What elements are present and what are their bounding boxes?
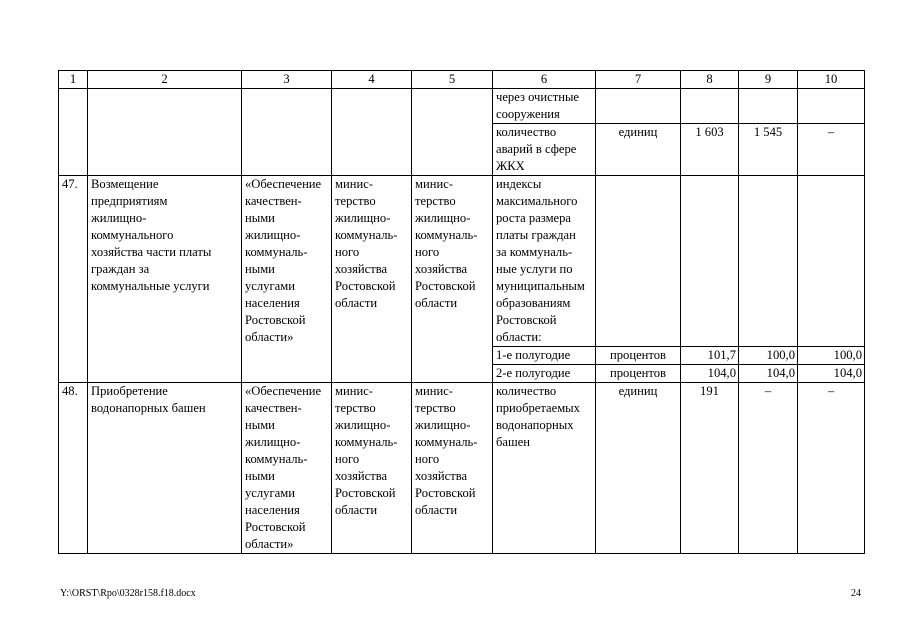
- text-line: услугами: [245, 279, 295, 293]
- text-line: «Обеспечение: [245, 177, 322, 191]
- text-line: водонапорных башен: [91, 401, 206, 415]
- unit-cell: процентов: [596, 365, 681, 383]
- text-line: жилищно-: [415, 418, 471, 432]
- row-number: 48.: [59, 383, 88, 554]
- text-line: населения: [245, 296, 300, 310]
- text-line: области»: [245, 537, 294, 551]
- program-name: [242, 176, 332, 383]
- text-line: индексы: [496, 177, 542, 191]
- text-line: жилищно-: [91, 211, 147, 225]
- text-line: роста размера: [496, 211, 572, 225]
- text-line: хозяйства: [415, 262, 468, 276]
- text-line: платы граждан: [496, 228, 576, 242]
- indicator-cell: [493, 383, 596, 554]
- text-line: жилищно-: [335, 418, 391, 432]
- text-line: населения: [245, 503, 300, 517]
- text-line: терство: [415, 401, 456, 415]
- text-line: аварий в сфере: [496, 142, 577, 156]
- col-header-2: 2: [88, 71, 242, 89]
- text-line: сооружения: [496, 107, 560, 121]
- text-line: жилищно-: [335, 211, 391, 225]
- text-line: минис-: [335, 177, 373, 191]
- value-col10: 100,0: [798, 347, 865, 365]
- text-line: области»: [245, 330, 294, 344]
- document-table: [58, 70, 865, 554]
- unit-cell: единиц: [596, 124, 681, 176]
- measure-name: [88, 176, 242, 383]
- text-line: ЖКХ: [496, 159, 525, 173]
- text-line: ные услуги по: [496, 262, 573, 276]
- text-line: Ростовской: [335, 279, 396, 293]
- text-line: услугами: [245, 486, 295, 500]
- text-line: ного: [415, 245, 440, 259]
- table-row-47: [59, 176, 865, 347]
- text-line: Ростовской: [496, 313, 557, 327]
- text-line: хозяйства: [415, 469, 468, 483]
- text-line: образованиям: [496, 296, 571, 310]
- text-line: ными: [245, 469, 275, 483]
- text-line: коммуналь-: [335, 228, 398, 242]
- value-col10: –: [798, 124, 865, 176]
- text-line: хозяйства части платы: [91, 245, 212, 259]
- text-line: водонапорных: [496, 418, 574, 432]
- text-line: области: [415, 503, 458, 517]
- text-line: жилищно-: [245, 435, 301, 449]
- col-header-7: 7: [596, 71, 681, 89]
- indicator-sub-1: 1-е полугодие: [493, 347, 596, 365]
- col-header-8: 8: [681, 71, 739, 89]
- col-header-1: 1: [59, 71, 88, 89]
- value-col9: 1 545: [739, 124, 798, 176]
- text-line: терство: [335, 401, 376, 415]
- text-line: области: [335, 503, 378, 517]
- text-line: области: [335, 296, 378, 310]
- value-col9: 100,0: [739, 347, 798, 365]
- text-line: области:: [496, 330, 542, 344]
- page-number: 24: [851, 588, 861, 599]
- value-col8: 191: [681, 383, 739, 554]
- text-line: коммунальные услуги: [91, 279, 210, 293]
- col-header-9: 9: [739, 71, 798, 89]
- col-header-3: 3: [242, 71, 332, 89]
- text-line: башен: [496, 435, 531, 449]
- text-line: хозяйства: [335, 469, 388, 483]
- value-col10: 104,0: [798, 365, 865, 383]
- text-line: граждан за: [91, 262, 150, 276]
- text-line: ного: [415, 452, 440, 466]
- text-line: ного: [335, 245, 360, 259]
- text-line: качествен-: [245, 194, 302, 208]
- text-line: ными: [245, 211, 275, 225]
- indicator-sub-2: 2-е полугодие: [493, 365, 596, 383]
- text-line: минис-: [415, 177, 453, 191]
- value-col9: –: [739, 383, 798, 554]
- text-line: Ростовской: [335, 486, 396, 500]
- table-row-48: [59, 383, 865, 554]
- file-path-footer: Y:\ORST\Rpo\0328r158.f18.docx: [60, 588, 196, 599]
- text-line: муниципальным: [496, 279, 585, 293]
- value-col10: –: [798, 383, 865, 554]
- column-number-row: [59, 71, 865, 89]
- text-line: коммунального: [91, 228, 174, 242]
- text-line: терство: [335, 194, 376, 208]
- measure-name: [88, 383, 242, 554]
- program-name: [242, 383, 332, 554]
- col-header-6: 6: [493, 71, 596, 89]
- text-line: жилищно-: [415, 211, 471, 225]
- indicator-cell: [493, 89, 596, 124]
- co-executor: [412, 383, 493, 554]
- text-line: коммуналь-: [415, 435, 478, 449]
- value-col8: 101,7: [681, 347, 739, 365]
- text-line: качествен-: [245, 401, 302, 415]
- text-line: хозяйства: [335, 262, 388, 276]
- text-line: жилищно-: [245, 228, 301, 242]
- text-line: Ростовской: [245, 313, 306, 327]
- table-row: [59, 89, 865, 124]
- co-executor: [412, 176, 493, 383]
- text-line: минис-: [415, 384, 453, 398]
- col-header-5: 5: [412, 71, 493, 89]
- text-line: приобретаемых: [496, 401, 580, 415]
- value-col8: 1 603: [681, 124, 739, 176]
- col-header-10: 10: [798, 71, 865, 89]
- value-col9: 104,0: [739, 365, 798, 383]
- indicator-cell: [493, 124, 596, 176]
- text-line: Приобретение: [91, 384, 168, 398]
- text-line: терство: [415, 194, 456, 208]
- text-line: коммуналь-: [335, 435, 398, 449]
- text-line: через очистные: [496, 90, 580, 104]
- text-line: за коммуналь-: [496, 245, 573, 259]
- text-line: Ростовской: [245, 520, 306, 534]
- text-line: Возмещение: [91, 177, 159, 191]
- text-line: области: [415, 296, 458, 310]
- indicator-cell: [493, 176, 596, 347]
- unit-cell: процентов: [596, 347, 681, 365]
- col-header-4: 4: [332, 71, 412, 89]
- text-line: максимального: [496, 194, 578, 208]
- responsible-executor: [332, 176, 412, 383]
- text-line: ными: [245, 418, 275, 432]
- text-line: предприятиям: [91, 194, 168, 208]
- text-line: коммуналь-: [245, 452, 308, 466]
- value-col8: 104,0: [681, 365, 739, 383]
- text-line: Ростовской: [415, 279, 476, 293]
- text-line: ного: [335, 452, 360, 466]
- text-line: ными: [245, 262, 275, 276]
- text-line: количество: [496, 125, 557, 139]
- text-line: количество: [496, 384, 557, 398]
- unit-cell: единиц: [596, 383, 681, 554]
- text-line: коммуналь-: [245, 245, 308, 259]
- text-line: минис-: [335, 384, 373, 398]
- text-line: Ростовской: [415, 486, 476, 500]
- row-number: 47.: [59, 176, 88, 383]
- text-line: коммуналь-: [415, 228, 478, 242]
- responsible-executor: [332, 383, 412, 554]
- text-line: «Обеспечение: [245, 384, 322, 398]
